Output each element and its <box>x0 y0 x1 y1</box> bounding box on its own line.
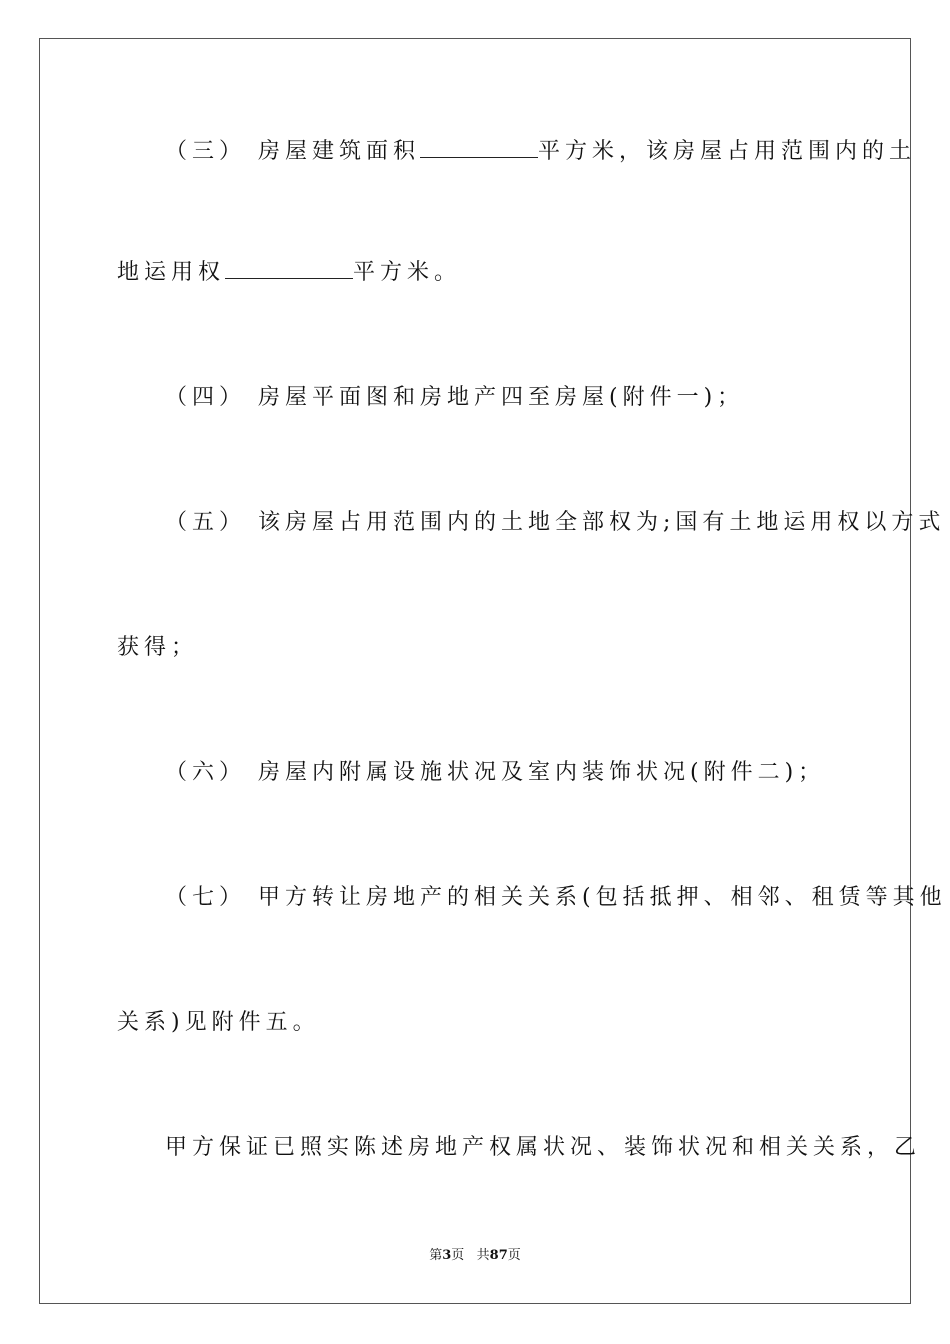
footer-mid: 页 共 <box>451 1248 490 1263</box>
paragraph-3-text-b: 平方米，该房屋占用范围内的土 <box>538 139 917 164</box>
footer-suffix: 页 <box>507 1248 521 1263</box>
paragraph-8-line-1: 甲方保证已照实陈述房地产权属状况、装饰状况和相关关系，乙 <box>165 1135 922 1160</box>
paragraph-5-line-1: （五） 该房屋占用范围内的土地全部权为;国有土地运用权以方式 <box>165 510 946 535</box>
paragraph-5-line-2: 获得； <box>117 635 199 660</box>
paragraph-4: （四） 房屋平面图和房地产四至房屋(附件一)； <box>165 385 745 410</box>
area-blank-field <box>420 137 538 158</box>
page-border <box>39 38 911 1304</box>
land-use-blank-field <box>225 258 353 279</box>
total-page-count: 87 <box>489 1248 508 1263</box>
footer-prefix: 第 <box>429 1248 443 1263</box>
current-page-number: 3 <box>442 1248 452 1263</box>
paragraph-3-text-a: （三） 房屋建筑面积 <box>165 139 420 164</box>
paragraph-3-text-c: 地运用权 <box>117 260 226 285</box>
paragraph-3-text-d: 平方米。 <box>353 260 462 285</box>
paragraph-7-line-1: （七） 甲方转让房地产的相关关系(包括抵押、相邻、租赁等其他 <box>165 885 947 910</box>
paragraph-6: （六） 房屋内附属设施状况及室内装饰状况(附件二)； <box>165 760 826 785</box>
paragraph-3-line-1 <box>165 137 916 167</box>
paragraph-7-line-2: 关系)见附件五。 <box>117 1010 320 1035</box>
page-footer <box>0 1247 950 1265</box>
paragraph-3-line-2 <box>117 258 461 288</box>
